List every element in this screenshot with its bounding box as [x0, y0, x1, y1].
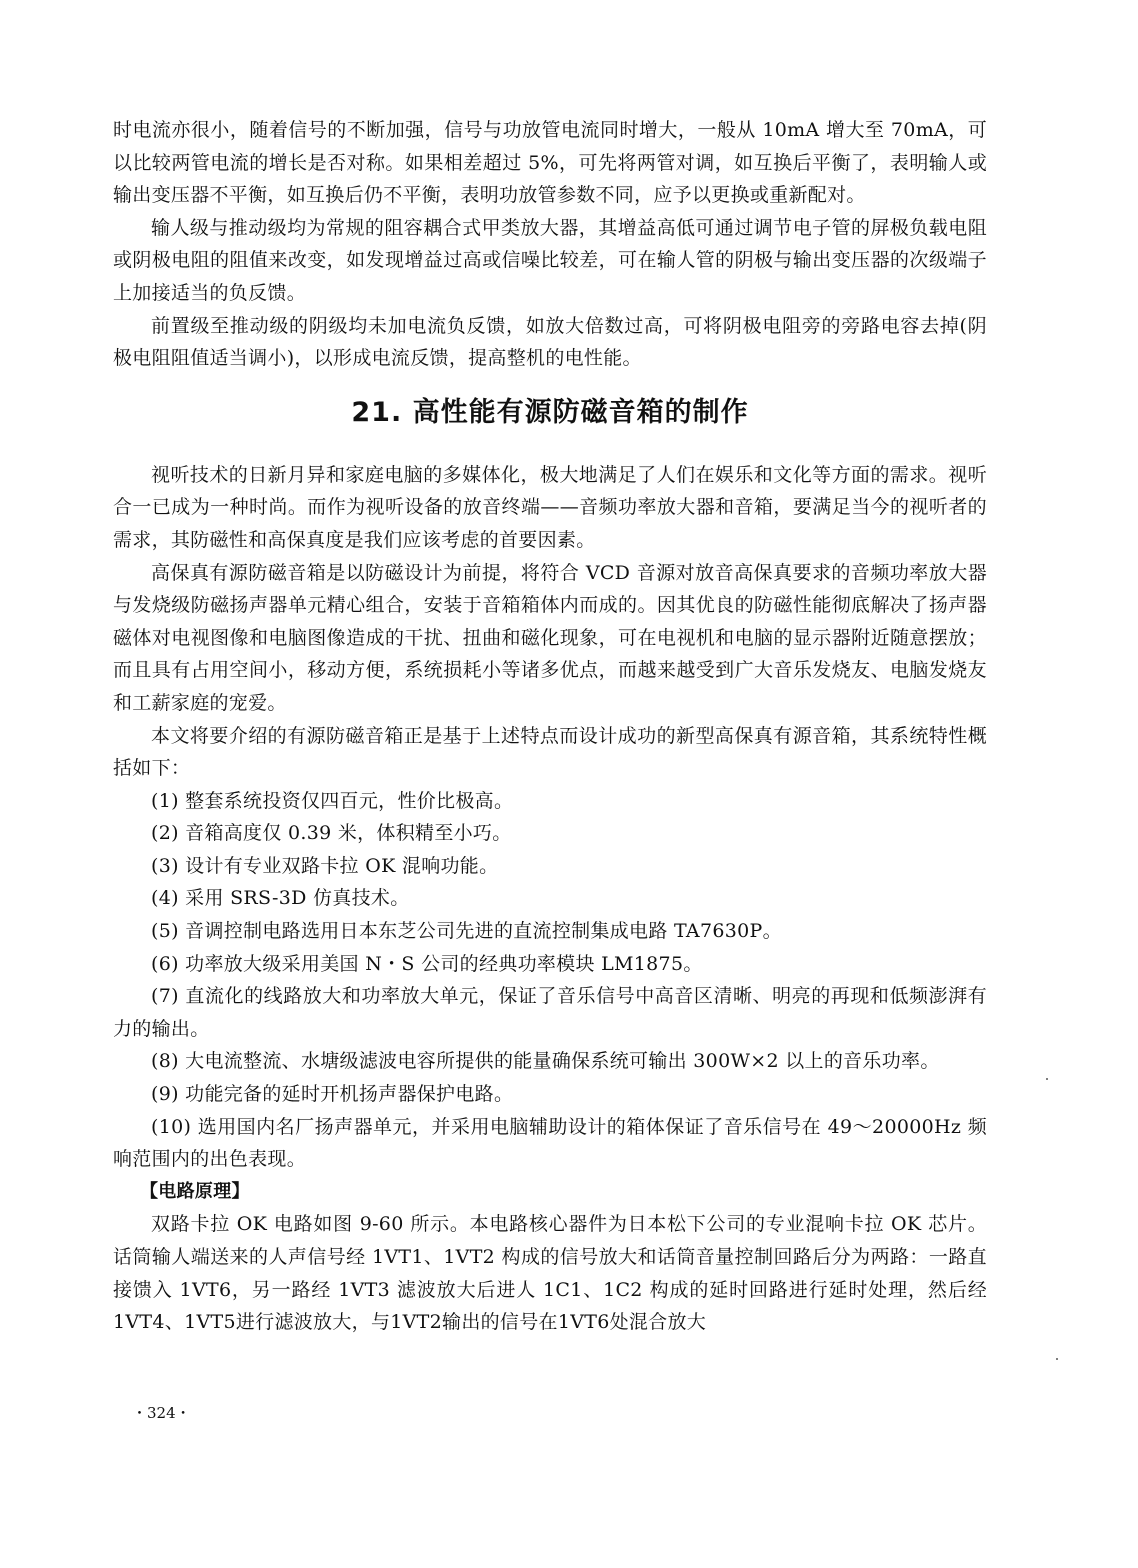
paragraph-intro-2: 高保真有源防磁音箱是以防磁设计为前提，将符合 VCD 音源对放音高保真要求的音频功率放大器与发烧级防磁扬声器单元精心组合，安装于音箱箱体内而成的。因其优良的防磁性能彻底解决了扬声器磁体对电视图像和电脑图像造成的干扰、扭曲和磁化现象，可在电视机和电脑的显示器附近随意摆放；而且具有占用空间小，移动方便，系统损耗小等诸多优点，而越来越受到广大音乐发烧友、电脑发烧友和工薪家庭的宠爱。 — [113, 561, 987, 714]
feature-item: (5) 音调控制电路选用日本东芝公司先进的直流控制集成电路 TA7630P。 — [151, 920, 782, 943]
feature-item: (3) 设计有专业双路卡拉 OK 混响功能。 — [151, 854, 499, 877]
scan-speck — [1056, 1358, 1058, 1360]
page-number: ・324・ — [132, 1404, 191, 1422]
feature-item: (6) 功率放大级采用美国 N・S 公司的经典功率模块 LM1875。 — [151, 952, 703, 975]
paragraph-input-stage: 输人级与推动级均为常规的阻容耦合式甲类放大器，其增益高低可通过调节电子管的屏极负载电阻或阴极电阻的阻值来改变，如发现增益过高或信噪比较差，可在输人管的阴极与输出变压器的次级端子上加接适当的负反馈。 — [113, 216, 987, 304]
paragraph-circuit: 双路卡拉 OK 电路如图 9-60 所示。本电路核心器件为日本松下公司的专业混响卡拉 OK 芯片。话筒输人端送来的人声信号经 1VT1、1VT2 构成的信号放大和话筒音量控制回路后分为两路：一路直接馈入 1VT6，另一路经 1VT3 滤波放大后进人 1C1、1C2 构成的延时回路进行延时处理，然后经1VT4、1VT5进行滤波放大，与1VT2输出的信号在1VT6处混合放大 — [113, 1213, 987, 1334]
feature-item: (1) 整套系统投资仅四百元，性价比极高。 — [151, 789, 514, 812]
paragraph-preamp-stage: 前置级至推动级的阴级均未加电流负反馈，如放大倍数过高，可将阴极电阻旁的旁路电容去掉(阴极电阻阻值适当调小)，以形成电流反馈，提高整机的电性能。 — [113, 314, 987, 370]
section-heading-circuit: 【电路原理】 — [140, 1180, 250, 1202]
feature-item: (8) 大电流整流、水塘级滤波电容所提供的能量确保系统可输出 300W×2 以上的音乐功率。 — [151, 1050, 940, 1073]
body-text — [113, 114, 987, 1339]
feature-item: (9) 功能完备的延时开机扬声器保护电路。 — [151, 1083, 514, 1106]
feature-item: (2) 音箱高度仅 0.39 米，体积精至小巧。 — [151, 822, 512, 845]
feature-item: (4) 采用 SRS-3D 仿真技术。 — [151, 887, 410, 910]
section-title: 21. 高性能有源防磁音箱的制作 — [351, 396, 749, 428]
paragraph-intro-1: 视听技术的日新月异和家庭电脑的多媒体化，极大地满足了人们在娱乐和文化等方面的需求。视听合一已成为一种时尚。而作为视听设备的放音终端——音频功率放大器和音箱，要满足当今的视听者的需求，其防磁性和高保真度是我们应该考虑的首要因素。 — [113, 463, 987, 551]
feature-item: (10) 选用国内名厂扬声器单元，并采用电脑辅助设计的箱体保证了音乐信号在 49～20000Hz 频响范围内的出色表现。 — [113, 1115, 987, 1171]
feature-item: (7) 直流化的线路放大和功率放大单元，保证了音乐信号中高音区清晰、明亮的再现和低频澎湃有力的输出。 — [113, 985, 987, 1040]
paragraph-intro-3: 本文将要介绍的有源防磁音箱正是基于上述特点而设计成功的新型高保真有源音箱，其系统特性概括如下： — [113, 724, 987, 780]
paragraph-continuation: 时电流亦很小，随着信号的不断加强，信号与功放管电流同时增大，一般从 10mA 增大至 70mA，可以比较两管电流的增长是否对称。如果相差超过 5%，可先将两管对调，如互换后平衡了，表明输人或输出变压器不平衡，如互换后仍不平衡，表明功放管参数不同，应予以更换或重新配对。 — [113, 119, 987, 207]
scan-speck — [1046, 1078, 1048, 1080]
